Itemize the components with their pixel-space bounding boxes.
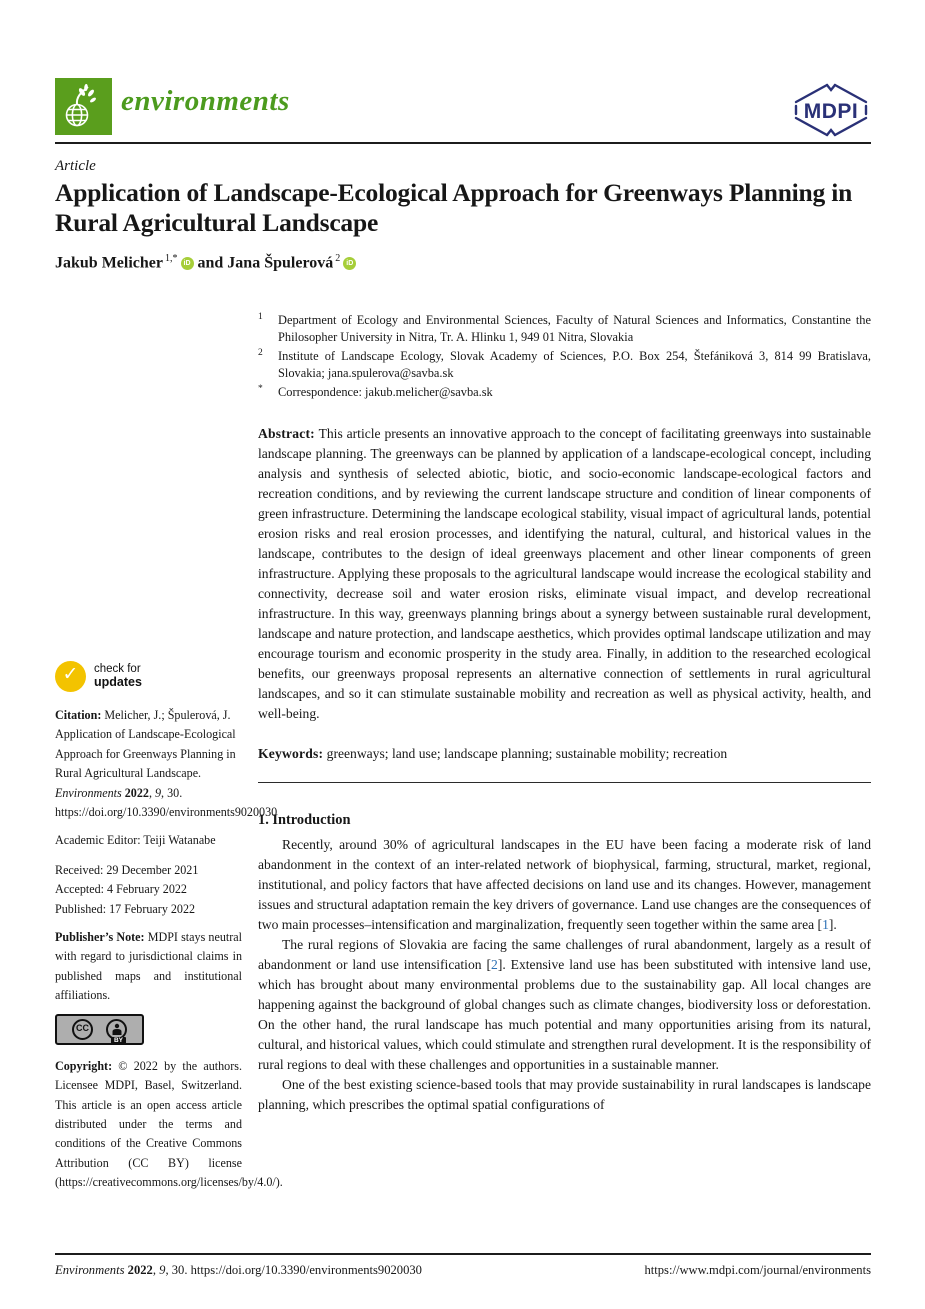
footer-sep: , 30. xyxy=(165,1263,191,1277)
journal-logo xyxy=(55,78,112,135)
citation-doi-link[interactable]: https://doi.org/10.3390/environments9020030 xyxy=(55,805,278,820)
abstract-text: This article presents an innovative approach to the concept of facilitating greenways into sustainable landscape planning. The greenways can be planned by application of a landscape-ecological concept, including analysis and synthesis of selected abiotic, biotic, and socio-economic landscape-ecological factors and recreation conditions, and by reviewing the current landscape structure and condition of linear components of green infrastructure. Determining the landscape ecological stability, visual impact of agricultural lands, potential erosion risks and real erosion processes, and identifying the natural, cultural, and historical values in the landscape, contributes to the design of ideal greenways placement and other linear components of green infrastructure. Applying these proposals to the agricultural landscape would increase the ecological stability and connectivity, decrease soil and water erosion risks, eliminate visual impact, and develop recreational infrastructure. In this way, greenways planning brings about a synergy between sustainable rural development, landscape and nature protection, and landscape aesthetics, which provides optimal landscape utilization and may encourage tourism and economic prosperity in the study area. Finally, in addition to the researched ecological benefits, our greenways proposal represents an alternative connection of settlements in rural agricultural landscapes, and so it can stimulate sustainable mobility and recreation as well as physical activity, health, and well-being. xyxy=(258,425,871,721)
affiliation-marker: 1 xyxy=(258,312,263,322)
citation-volume: 9 xyxy=(155,785,162,800)
citation-journal: Environments xyxy=(55,785,122,800)
footer xyxy=(55,1263,871,1278)
paragraph-text: ]. Extensive land use has been substituted with intensive land use, which has brought about many environmental problems due to the sustainability gap. All local changes are happening against the background of global changes such as climate changes, biodiversity loss or deforestation. On the other hand, the rural landscape has much potential and many opportunities arising from its natural, cultural, and historical values, which could stimulate and strengthen rural development. It is the responsibility of rural regions to deal with these challenges and opportunities in a sustainable manner. xyxy=(258,956,871,1072)
publishers-note xyxy=(55,928,242,1006)
citation-label: Citation: xyxy=(55,708,102,722)
affiliation-marker: * xyxy=(258,384,263,395)
footer-journal-url[interactable]: https://www.mdpi.com/journal/environments xyxy=(644,1263,871,1277)
section-divider xyxy=(258,782,871,783)
header-rule xyxy=(55,142,871,144)
author-2: Jana Špulerová xyxy=(227,254,334,272)
crossmark-check-icon xyxy=(55,661,86,692)
citation-year: 2022 xyxy=(121,785,149,800)
author-joiner: and xyxy=(197,254,224,272)
reference-link-1[interactable]: 1 xyxy=(822,916,829,932)
abstract-label: Abstract: xyxy=(258,425,315,441)
intro-paragraph-3: One of the best existing science-based tools that may provide sustainability in rural landscapes is landscape planning, which prescribes the optimal spatial configurations of xyxy=(258,1076,871,1112)
footer-doi-link[interactable]: https://doi.org/10.3390/environments9020030 xyxy=(190,1263,422,1277)
sidebar xyxy=(55,659,283,1193)
orcid-icon[interactable]: iD xyxy=(181,257,194,270)
author-line xyxy=(55,253,356,272)
plant-globe-icon xyxy=(62,84,106,130)
correspondence-text[interactable]: Correspondence: jakub.melicher@savba.sk xyxy=(278,385,493,400)
affiliation-text: Department of Ecology and Environmental Sciences, Faculty of Natural Sciences and Informatics, Constantine the Philosopher University in Nitra, Tr. A. Hlinku 1, 949 01 Nitra, Slovakia xyxy=(278,313,871,344)
reference-link-2[interactable]: 2 xyxy=(491,956,498,972)
affiliation-row xyxy=(258,345,871,381)
publishers-note-text: MDPI stays neutral with regard to jurisdictional claims in published maps and institutional affiliations. xyxy=(55,930,242,1003)
paper-title: Application of Landscape-Ecological Approach for Greenways Planning in Rural Agricultural Landscape xyxy=(55,178,853,237)
main-column xyxy=(258,309,871,1115)
check-for-label: check for xyxy=(94,663,141,675)
paragraph-text: ]. xyxy=(828,916,837,932)
footer-year: 2022 xyxy=(124,1263,153,1277)
footer-volume: 9 xyxy=(159,1263,166,1277)
check-for-updates-label xyxy=(94,663,142,689)
check-for-updates-button[interactable] xyxy=(55,659,242,693)
journal-name: environments xyxy=(121,85,290,117)
affiliations xyxy=(258,309,871,401)
citation-sep: , xyxy=(148,785,155,800)
footer-journal: Environments xyxy=(55,1263,125,1277)
author-1: Jakub Melicher xyxy=(55,254,163,272)
affiliation-row xyxy=(258,309,871,345)
updates-label: updates xyxy=(94,674,142,689)
cc-icon: CC xyxy=(72,1019,93,1040)
citation-body: Melicher, J.; Špulerová, J. Application of Landscape-Ecological Approach for Greenways Planning in Rural Agricultural Landscape. xyxy=(55,708,236,781)
keywords-text: greenways; land use; landscape planning; sustainable mobility; recreation xyxy=(326,745,728,761)
keywords-label: Keywords: xyxy=(258,745,324,761)
orcid-icon[interactable]: iD xyxy=(343,257,356,270)
paragraph-text: Recently, around 30% of agricultural landscapes in the EU have been facing a moderate risk of land abandonment in the context of an inter-related network of biophysical, farming, structural, market, regional, institutional, and policy factors that have affected decisions on land use and its changes. However, management issues and structural adaptation remain the key drivers of governance. Land use changes are the consequences of two main processes–intensification and marginalization, frequently seen together within the same area [ xyxy=(258,836,871,932)
academic-editor: Academic Editor: Teiji Watanabe xyxy=(55,833,216,848)
mdpi-wordmark: MDPI xyxy=(803,100,859,123)
abstract xyxy=(258,424,871,724)
copyright-block xyxy=(55,1057,283,1193)
footer-sep: , xyxy=(152,1263,160,1277)
accepted-date: Accepted: 4 February 2022 xyxy=(55,882,187,897)
intro-paragraph-2 xyxy=(258,935,871,1075)
history-dates xyxy=(55,861,242,919)
received-date: Received: 29 December 2021 xyxy=(55,862,199,877)
article-type-label: Article xyxy=(55,158,96,174)
paragraph-text: The rural regions of Slovakia are facing the same challenges of rural abandonment, largely as a result of abandonment or land use intensification [ xyxy=(258,936,871,972)
published-date: Published: 17 February 2022 xyxy=(55,901,196,916)
author-2-affiliation-sup: 2 xyxy=(335,253,341,264)
publishers-note-label: Publisher’s Note: xyxy=(55,930,145,945)
footer-citation xyxy=(55,1263,422,1278)
by-label: BY xyxy=(111,1037,126,1045)
citation-block xyxy=(55,706,278,822)
section-heading-introduction: 1. Introduction xyxy=(258,811,351,828)
mdpi-logo xyxy=(789,79,873,141)
copyright-text[interactable]: © 2022 by the authors. Licensee MDPI, Basel, Switzerland. This article is an open access article distributed under the terms and conditions of the Creative Commons Attribution (CC BY) license (https://creativecommons.org/licenses/by/4.0/). xyxy=(55,1058,283,1190)
cc-by-license-badge[interactable] xyxy=(55,1014,144,1045)
intro-paragraph-1 xyxy=(258,835,871,935)
author-1-affiliation-sup: 1,* xyxy=(165,253,178,264)
affiliation-marker: 2 xyxy=(258,348,263,359)
affiliation-text[interactable]: Institute of Landscape Ecology, Slovak Academy of Sciences, P.O. Box 254, Štefániková 3, 814 99 Bratislava, Slovakia; jana.spulerova@savba.sk xyxy=(278,349,871,380)
footer-rule xyxy=(55,1253,871,1255)
copyright-label: Copyright: xyxy=(55,1058,113,1073)
affiliation-row xyxy=(258,381,871,401)
citation-sep: , 30. xyxy=(161,785,183,800)
keywords xyxy=(258,744,871,764)
